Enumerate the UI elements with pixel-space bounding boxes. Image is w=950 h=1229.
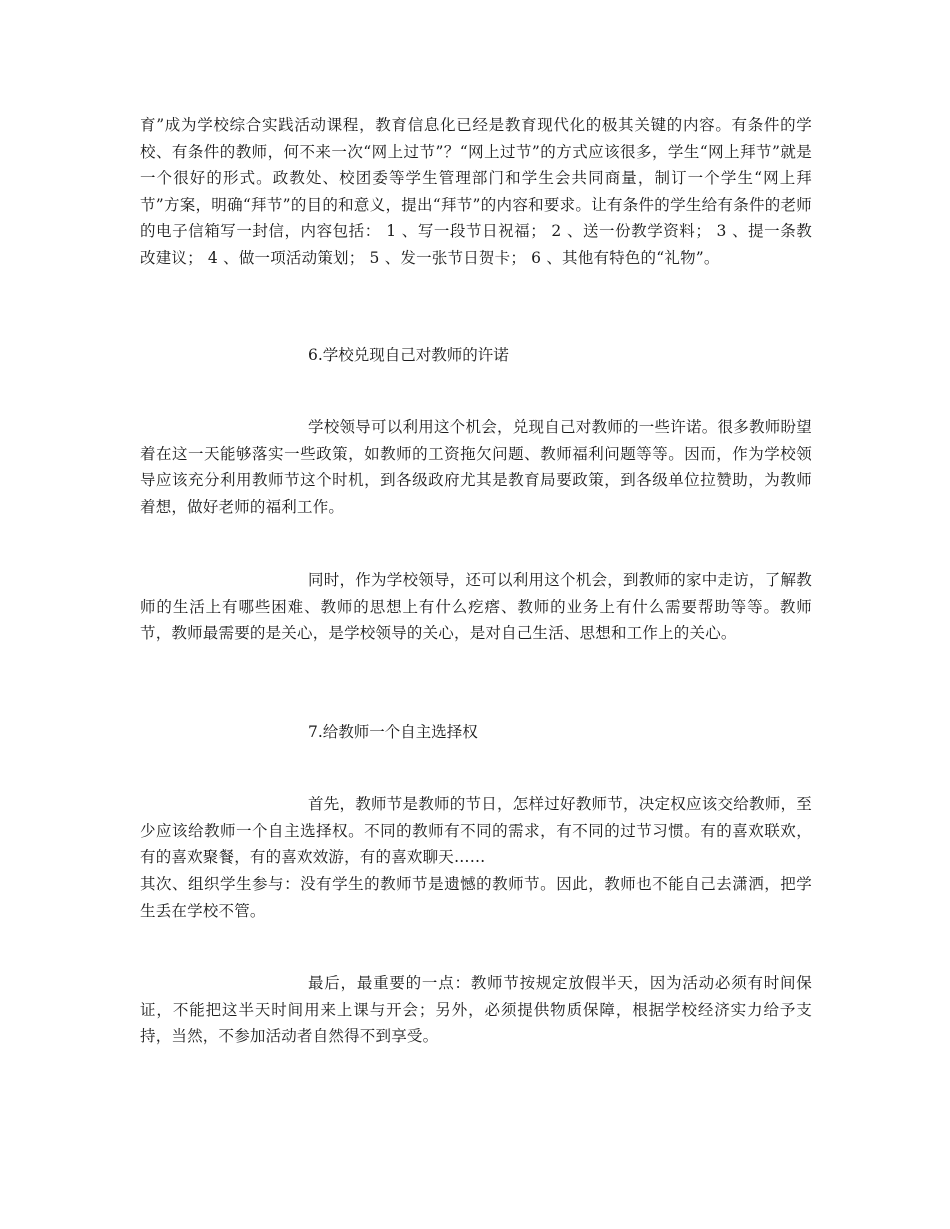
section-7-paragraph-1: 首先，教师节是教师的节日，怎样过好教师节，决定权应该交给教师，至少应该给教师一个自主选择权。不同的教师有不同的需求，有不同的过节习惯。有的喜欢联欢，有的喜欢聚餐，有的喜欢效游，有的喜欢聊天…… xyxy=(140,795,812,866)
section-7-heading: 7.给教师一个自主选择权 xyxy=(308,723,478,741)
section-6-paragraph-1: 学校领导可以利用这个机会，兑现自己对教师的一些许诺。很多教师盼望着在这一天能够落实一些政策，如教师的工资拖欠问题、教师福利问题等等。因而，作为学校领导应该充分利用教师节这个时机，到各级政府尤其是教育局要政策，到各级单位拉赞助，为教师着想，做好老师的福利工作。 xyxy=(140,418,812,516)
section-7-paragraph-3: 最后，最重要的一点：教师节按规定放假半天，因为活动必须有时间保证，不能把这半天时间用来上课与开会；另外，必须提供物质保障，根据学校经济实力给予支持，当然，不参加活动者自然得不到享受。 xyxy=(140,974,812,1045)
section-6-heading: 6.学校兑现自己对教师的许诺 xyxy=(308,346,509,364)
intro-paragraph: 育”成为学校综合实践活动课程，教育信息化已经是教育现代化的极其关键的内容。有条件的学校、有条件的教师，何不来一次“网上过节”？“网上过节”的方式应该很多，学生“网上拜节”就是一个很好的形式。政教处、校团委等学生管理部门和学生会共同商量，制订一个学生“网上拜节”方案，明确“拜节”的目的和意义，提出“拜节”的内容和要求。让有条件的学生给有条件的老师的电子信箱写一封信，内容包括： 1 、写一段节日祝福； 2 、送一份教学资料； 3 、提一条教改建议； 4 、做一项活动策划； 5 、发一张节日贺卡； 6 、其他有特色的“礼物”。 xyxy=(140,116,812,267)
section-6-paragraph-2: 同时，作为学校领导，还可以利用这个机会，到教师的家中走访，了解教师的生活上有哪些困难、教师的思想上有什么疙瘩、教师的业务上有什么需要帮助等等。教师节，教师最需要的是关心，是学校领导的关心，是对自己生活、思想和工作上的关心。 xyxy=(140,571,812,642)
section-7-paragraph-2: 其次、组织学生参与：没有学生的教师节是遗憾的教师节。因此，教师也不能自己去潇洒，把学生丢在学校不管。 xyxy=(140,875,812,920)
